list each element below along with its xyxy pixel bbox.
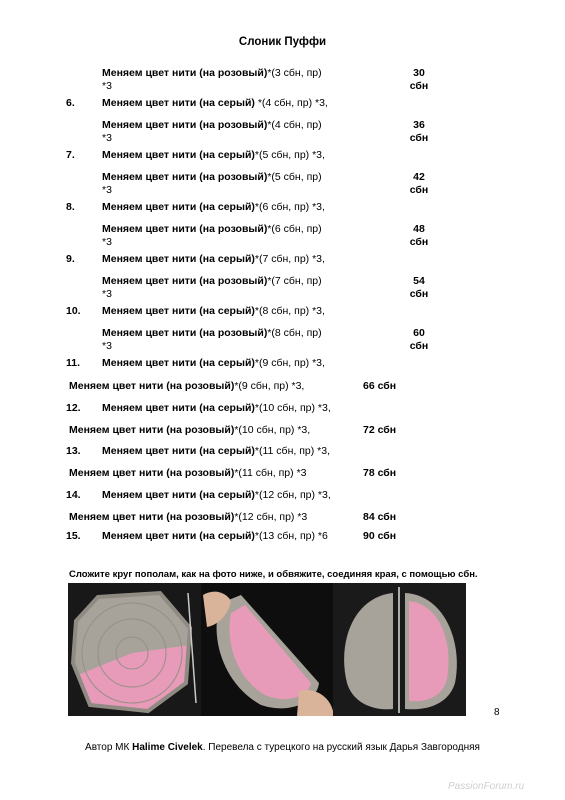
stitch-count: 78 сбн [363,467,397,479]
row-text-rest: *(4 сбн, пр) *3, [254,97,328,109]
row-text-rest: *(9 сбн, пр) *3, [254,357,325,369]
row-text [102,489,402,502]
row-text-bold: Меняем цвет нити (на розовый) [69,380,235,392]
row-number: 6. [66,97,75,109]
row-text-rest: *(8 сбн, пр) *3, [254,305,325,317]
stitch-count-unit: сбн [409,80,429,92]
row-text-bold: Меняем цвет нити (на розовый) [69,511,235,523]
page-number: 8 [494,707,500,718]
row-text [69,424,310,437]
row-text [69,467,307,480]
row-text-bold: Меняем цвет нити (на серый) [102,97,255,109]
stitch-count-unit: сбн [409,184,429,196]
row-text-rest: *(10 сбн, пр) *3, [234,424,311,436]
row-text-line2: *3 [102,288,112,300]
row-text-bold: Меняем цвет нити (на серый) [102,489,255,501]
row-number: 14. [66,489,81,501]
row-text-line2: *3 [102,132,112,144]
stitch-count-unit: сбн [409,340,429,352]
row-text-bold: Меняем цвет нити (на серый) [102,530,255,542]
photo-two-halves [333,583,466,716]
stitch-count: 54 [413,275,425,287]
row-text-bold: Меняем цвет нити (на розовый) [102,171,268,183]
photo-folded-in-hand [201,583,333,716]
row-text-bold: Меняем цвет нити (на розовый) [69,424,235,436]
row-text [102,275,367,288]
row-text [102,327,367,340]
stitch-count: 84 сбн [363,511,397,523]
row-text [102,149,367,162]
stitch-count: 90 сбн [363,530,397,542]
row-text [102,357,367,370]
footer-prefix: Автор МК [85,742,133,753]
row-text-bold: Меняем цвет нити (на серый) [102,253,255,265]
row-text-rest: *(6 сбн, пр) [267,223,322,235]
row-text [102,402,402,415]
row-text-bold: Меняем цвет нити (на розовый) [69,467,235,479]
row-text [102,253,367,266]
row-number: 8. [66,201,75,213]
row-text-rest: *(11 сбн, пр) *3, [254,445,330,457]
instruction-note: Сложите круг пополам, как на фото ниже, и обвяжите, соединяя края, с помощью сбн. [69,569,478,580]
row-text-bold: Меняем цвет нити (на розовый) [102,67,268,79]
row-text-rest: *(9 сбн, пр) *3, [234,380,305,392]
row-text-bold: Меняем цвет нити (на розовый) [102,223,268,235]
stitch-count-unit: сбн [409,288,429,300]
row-number: 12. [66,402,81,414]
row-text [102,223,367,236]
row-text [102,171,367,184]
stitch-count: 66 сбн [363,380,397,392]
stitch-count: 30 [413,67,425,79]
row-text-bold: Меняем цвет нити (на розовый) [102,275,268,287]
row-text-bold: Меняем цвет нити (на серый) [102,305,255,317]
row-text-bold: Меняем цвет нити (на розовый) [102,327,268,339]
row-text-rest: *(5 сбн, пр) *3, [254,149,325,161]
row-number: 13. [66,445,81,457]
row-text [102,119,367,132]
stitch-count: 72 сбн [363,424,397,436]
row-text-bold: Меняем цвет нити (на серый) [102,149,255,161]
row-text-bold: Меняем цвет нити (на розовый) [102,119,268,131]
row-text [69,511,307,524]
page-title: Слоник Пуффи [238,36,327,48]
footer-suffix: . Перевела с турецкого на русский язык Дарья Завгородняя [202,742,480,753]
stitch-count-unit: сбн [409,236,429,248]
row-number: 15. [66,530,81,542]
row-text [102,305,367,318]
row-text-bold: Меняем цвет нити (на серый) [102,201,255,213]
row-number: 7. [66,149,75,161]
row-text [102,530,402,543]
row-text-line2: *3 [102,184,112,196]
photo-flat-circle [68,583,201,716]
row-text [102,67,367,80]
row-number: 9. [66,253,75,265]
row-text-rest: *(7 сбн, пр) *3, [254,253,325,265]
row-text-rest: *(8 сбн, пр) [267,327,322,339]
row-text-bold: Меняем цвет нити (на серый) [102,445,255,457]
row-text-rest: *(7 сбн, пр) [267,275,322,287]
row-text-bold: Меняем цвет нити (на серый) [102,357,255,369]
row-text-rest: *(3 сбн, пр) [267,67,322,79]
watermark: PassionForum.ru [448,781,525,792]
row-text-line2: *3 [102,340,112,352]
row-text [102,201,367,214]
stitch-count: 48 [413,223,425,235]
stitch-count: 36 [413,119,425,131]
photo-strip [68,583,466,716]
row-text-rest: *(6 сбн, пр) *3, [254,201,325,213]
row-text-rest: *(10 сбн, пр) *3, [254,402,331,414]
row-number: 11. [66,357,81,369]
row-text [69,380,304,393]
footer-author: Halime Civelek [132,742,203,753]
row-text-rest: *(12 сбн, пр) *3 [234,511,308,523]
stitch-count: 42 [413,171,425,183]
row-number: 10. [66,305,81,317]
row-text-rest: *(4 сбн, пр) [267,119,322,131]
stitch-count: 60 [413,327,425,339]
row-text-line2: *3 [102,236,112,248]
row-text [102,97,367,110]
row-text-line2: *3 [102,80,112,92]
footer-credit [0,742,565,753]
row-text-bold: Меняем цвет нити (на серый) [102,402,255,414]
row-text-rest: *(5 сбн, пр) [267,171,322,183]
row-text [102,445,402,458]
row-text-rest: *(12 сбн, пр) *3, [254,489,331,501]
row-text-rest: *(11 сбн, пр) *3 [234,467,307,479]
stitch-count-unit: сбн [409,132,429,144]
row-text-rest: *(13 сбн, пр) *6 [254,530,328,542]
